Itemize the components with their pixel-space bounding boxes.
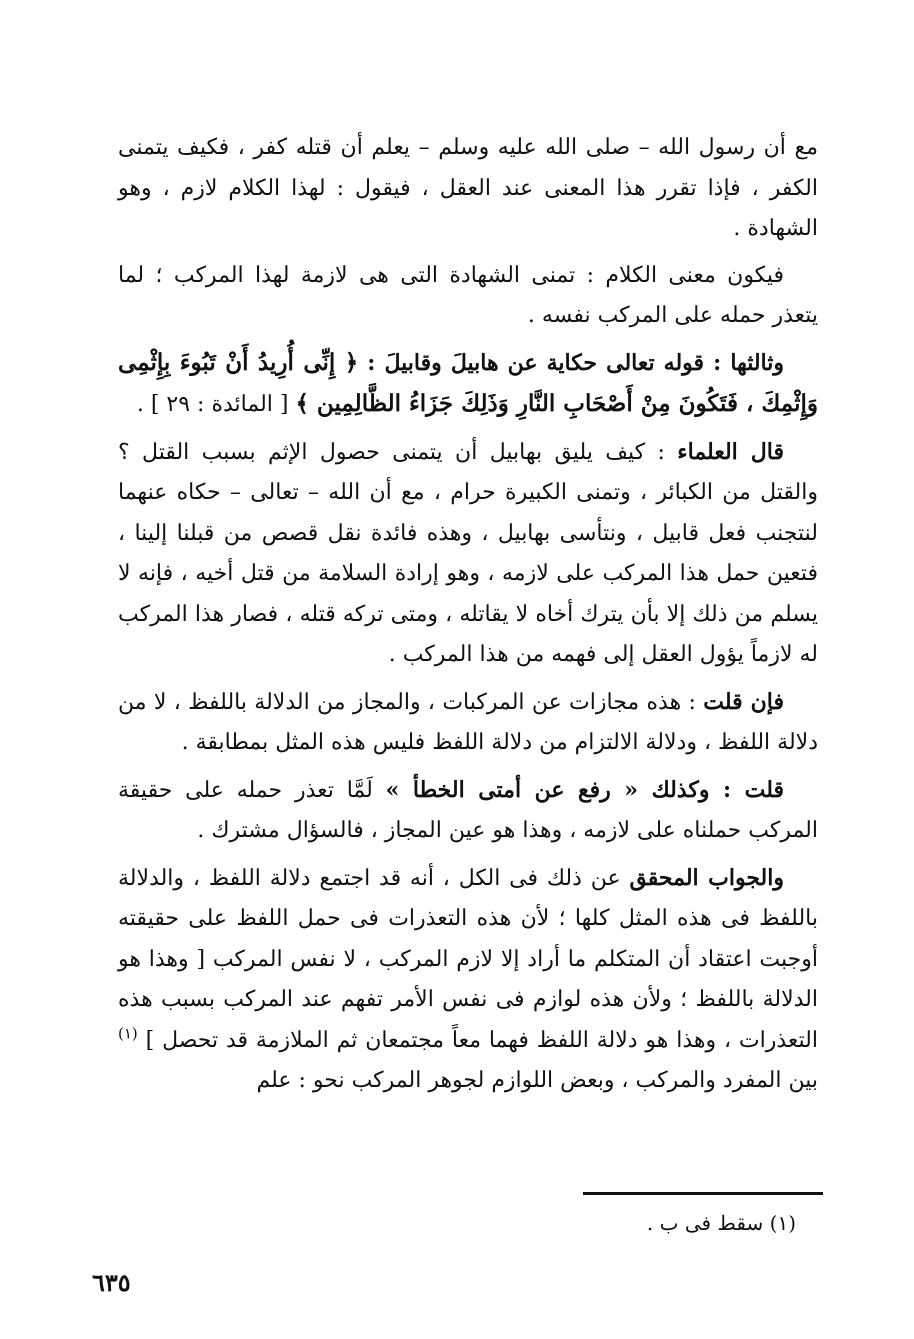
main-text: [118, 128, 818, 1108]
paragraph-2: [118, 256, 818, 337]
paragraph-7: [118, 858, 818, 1102]
quran-verse: ﴿ إِنِّى أُرِيدُ أَنْ تَبُوءَ بِإِثْمِى وَإِثْمِكَ ، فَتَكُونَ مِنْ أَصْحَابِ النَّارِ وَذَلِكَ جَزَاءُ الظَّالِمِين ﴾: [118, 348, 818, 417]
footnote-marker: (١): [118, 1024, 138, 1043]
paragraph-text: : كيف يليق بهابيل أن يتمنى حصول الإثم بسبب القتل ؟ والقتل من الكبائر ، وتمنى الكبيرة حرام ، مع أن الله – تعالى – حكاه عنهما لنتجنب فعل قابيل ، ونتأسى بهابيل ، وهذه فائدة نقل قصص من قبلنا إلينا ، فتعين حمل هذا المركب على لازمه ، وهو إرادة السلامة من قتل أخيه ، فإنه لا يسلم من ذلك إلا بأن يترك أخاه لا يقاتله ، ومتى تركه قتله ، فصار هذا المركب له لازماً يؤول العقل إلى فهمه من هذا المركب .: [118, 439, 819, 667]
page-number: ٦٣٥: [92, 1268, 131, 1297]
paragraph-text: عن ذلك فى الكل ، أنه قد اجتمع دلالة اللفظ ، والدلالة باللفظ فى هذه المثل كلها ؛ لأن هذه التعذرات فى حمل اللفظ على حقيقته أوجبت اعتقاد أن المتكلم ما أراد إلا لازم المركب ، لا نفس المركب [ وهذا هو الدلالة باللفظ ؛ ولأن هذه لوازم فى نفس الأمر تفهم عند المركب بسبب هذه التعذرات ، وهذا هو دلالة اللفظ فهما معاً مجتمعان ثم الملازمة قد تحصل ]: [118, 865, 818, 1053]
paragraph-6: [118, 770, 818, 852]
paragraph-text: بين المفرد والمركب ، وبعض اللوازم لجوهر المركب نحو : علم: [256, 1068, 818, 1093]
paragraph-text: لَمَّا تعذر حمله على حقيقة المركب حملناه على لازمه ، وهذا هو عين المجاز ، فالسؤال مشترك .: [118, 777, 818, 843]
paragraph-lead: قلت : وكذلك « رفع عن أمتى الخطأ »: [385, 776, 784, 803]
paragraph-lead: والجواب المحقق: [629, 864, 784, 891]
footnote: (١) سقط فى ب .: [646, 1211, 796, 1235]
paragraph-lead: فإن قلت: [703, 688, 785, 715]
paragraph-text: : هذه مجازات عن المركبات ، والمجاز من الدلالة باللفظ ، لا من دلالة اللفظ ، ودلالة الالتزام من دلالة اللفظ فليس هذه المثل بمطابقة .: [118, 689, 818, 755]
paragraph-lead: قال العلماء: [677, 438, 785, 465]
paragraph-text: مع أن رسول الله – صلى الله عليه وسلم – يعلم أن قتله كفر ، فكيف يتمنى الكفر ، فإذا تقرر هذا المعنى عند العقل ، فيقول : لهذا الكلام لازم ، وهو الشهادة .: [118, 135, 818, 241]
paragraph-3: [118, 343, 818, 426]
footnote-divider: [583, 1192, 823, 1195]
paragraph-text: فيكون معنى الكلام : تمنى الشهادة التى هى لازمة لهذا المركب ؛ لما يتعذر حمله على المركب نفسه .: [118, 262, 818, 328]
paragraph-1: [118, 128, 818, 250]
verse-citation: [ المائدة : ٢٩ ] .: [136, 392, 296, 417]
paragraph-lead: وثالثها : قوله تعالى حكاية عن هابيلَ وقابيلَ :: [358, 349, 784, 376]
paragraph-4: [118, 432, 818, 676]
paragraph-5: [118, 682, 818, 764]
